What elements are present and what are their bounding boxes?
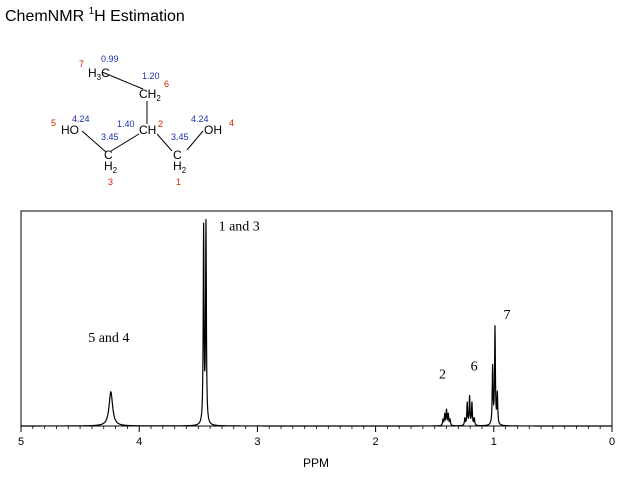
atom-number-5: 5 <box>51 118 57 128</box>
atom-shift-1: 3.45 <box>171 132 189 142</box>
atom-number-7: 7 <box>79 59 85 69</box>
peak-annotation: 5 and 4 <box>88 330 130 346</box>
atom-number-2: 2 <box>158 119 164 129</box>
spectrum-line <box>21 219 612 426</box>
atom-label-3-h: $H_2$ <box>104 159 118 175</box>
plot-frame <box>21 211 612 426</box>
x-tick-label-4: 4 <box>136 436 143 448</box>
spectrum <box>21 219 612 426</box>
x-tick-label-3: 3 <box>254 436 261 448</box>
atom-shift-5: 4.24 <box>72 114 90 124</box>
peak-annotation: 1 and 3 <box>218 219 260 235</box>
title-superscript: 1 <box>88 6 95 17</box>
bond-1-4 <box>187 131 203 150</box>
atom-label-6: $CH_2$ <box>139 87 161 103</box>
atom-shift-3: 3.45 <box>101 132 119 142</box>
atom-number-1: 1 <box>176 177 182 187</box>
atom-shift-2: 1.40 <box>117 119 135 129</box>
atom-label-1-c: C <box>173 148 182 162</box>
atom-label-5: HO <box>61 123 79 137</box>
atom-label-4: OH <box>204 123 222 137</box>
atom-number-6: 6 <box>164 79 170 89</box>
peak-annotations <box>88 219 510 382</box>
atom-label-3-c: C <box>104 148 113 162</box>
x-tick-label-0: 0 <box>608 436 616 448</box>
molecule-structure <box>51 54 234 187</box>
atom-label-7: $H_3C$ <box>88 66 110 82</box>
atom-shift-4: 4.24 <box>191 114 209 124</box>
atom-number-4: 4 <box>229 118 235 128</box>
bond-2-1 <box>157 134 172 151</box>
peak-annotation: 7 <box>503 308 511 324</box>
x-axis <box>18 426 615 448</box>
x-tick-label-2: 2 <box>372 436 379 448</box>
atom-shift-7: 0.99 <box>101 54 119 64</box>
x-tick-label-1: 1 <box>490 436 497 448</box>
title-suffix: H Estimation <box>94 8 185 25</box>
atom-label-2: CH <box>139 123 157 137</box>
atom-shift-6: 1.20 <box>142 71 160 81</box>
peak-annotation: 2 <box>439 367 447 383</box>
x-axis-label: PPM <box>302 456 330 470</box>
x-tick-label-5: 5 <box>17 436 25 448</box>
atom-number-3: 3 <box>108 177 114 187</box>
atom-label-1-h: $H_2$ <box>173 159 187 175</box>
title-prefix: ChemNMR <box>5 8 89 25</box>
peak-annotation: 6 <box>470 359 478 375</box>
